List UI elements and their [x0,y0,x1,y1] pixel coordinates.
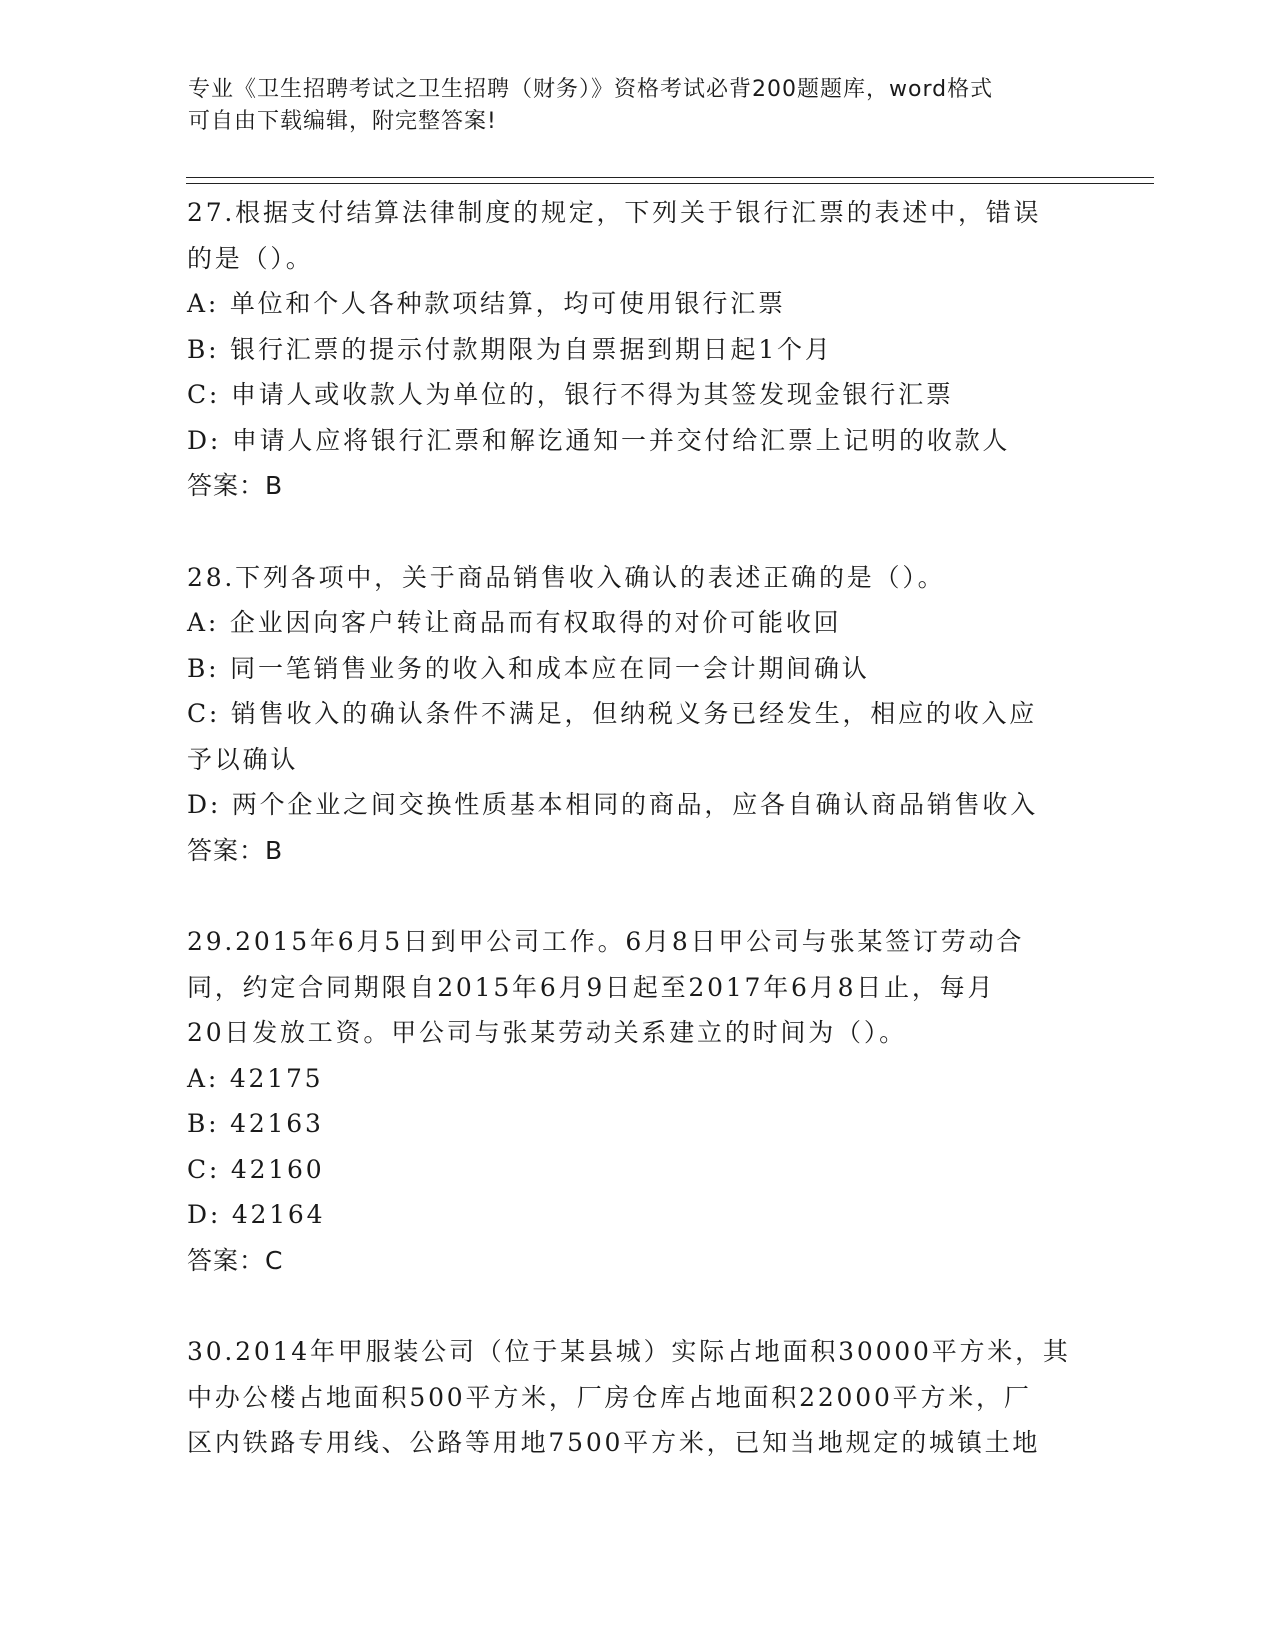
option-a: A: 42175 [187,1063,324,1093]
question-stem-line: 29.2015年6月5日到甲公司工作。6月8日甲公司与张某签订劳动合 [187,927,1025,956]
question-stem-line: 中办公楼占地面积500平方米，厂房仓库占地面积22000平方米，厂 [187,1382,1032,1412]
answer-label: 答案：B [187,471,284,500]
header-divider-bottom [186,183,1154,184]
question-list [187,190,1087,1466]
question-27 [187,190,1087,509]
question-spacer [187,509,1087,555]
question-spacer [187,1283,1087,1329]
option-c: C: 42160 [187,1154,325,1184]
question-stem-line: 区内铁路专用线、公路等用地7500平方米，已知当地规定的城镇土地 [187,1428,1041,1457]
question-stem-line: 27.根据支付结算法律制度的规定，下列关于银行汇票的表述中，错误 [187,198,1042,227]
option-b: B: 同一笔销售业务的收入和成本应在同一会计期间确认 [187,653,870,683]
question-stem-line: 30.2014年甲服装公司（位于某县城）实际占地面积30000平方米，其 [187,1337,1071,1366]
question-30 [187,1329,1087,1466]
option-a: A: 企业因向客户转让商品而有权取得的对价可能收回 [187,608,842,637]
header-divider-top [186,177,1154,178]
question-stem-line: 20日发放工资。甲公司与张某劳动关系建立的时间为（）。 [187,1018,907,1047]
question-stem-line: 的是（）。 [187,243,314,273]
option-c: C: 销售收入的确认条件不满足，但纳税义务已经发生，相应的收入应 [187,699,1038,728]
header-title-line-1: 专业《卫生招聘考试之卫生招聘（财务）》资格考试必背200题题库，word格式 [188,77,994,102]
question-29 [187,919,1087,1283]
option-d: D: 两个企业之间交换性质基本相同的商品，应各自确认商品销售收入 [187,790,1039,819]
question-stem-line: 28.下列各项中，关于商品销售收入确认的表述正确的是（）。 [187,562,946,592]
option-d: D: 42164 [187,1200,326,1229]
question-spacer [187,873,1087,919]
option-b: B: 42163 [187,1109,324,1138]
option-a: A: 单位和个人各种款项结算，均可使用银行汇票 [187,289,786,318]
header-title-line-2: 可自由下载编辑，附完整答案! [188,109,497,134]
question-28 [187,555,1087,874]
option-c-continued: 予以确认 [187,744,299,774]
question-stem-line: 同，约定合同期限自2015年6月9日起至2017年6月8日止，每月 [187,972,996,1002]
option-d: D: 申请人应将银行汇票和解讫通知一并交付给汇票上记明的收款人 [187,425,1011,455]
option-c: C: 申请人或收款人为单位的，银行不得为其签发现金银行汇票 [187,380,954,409]
option-b: B: 银行汇票的提示付款期限为自票据到期日起1个月 [187,334,833,364]
document-header [188,74,1068,138]
answer-label: 答案：C [187,1245,284,1275]
answer-label: 答案：B [187,835,284,865]
